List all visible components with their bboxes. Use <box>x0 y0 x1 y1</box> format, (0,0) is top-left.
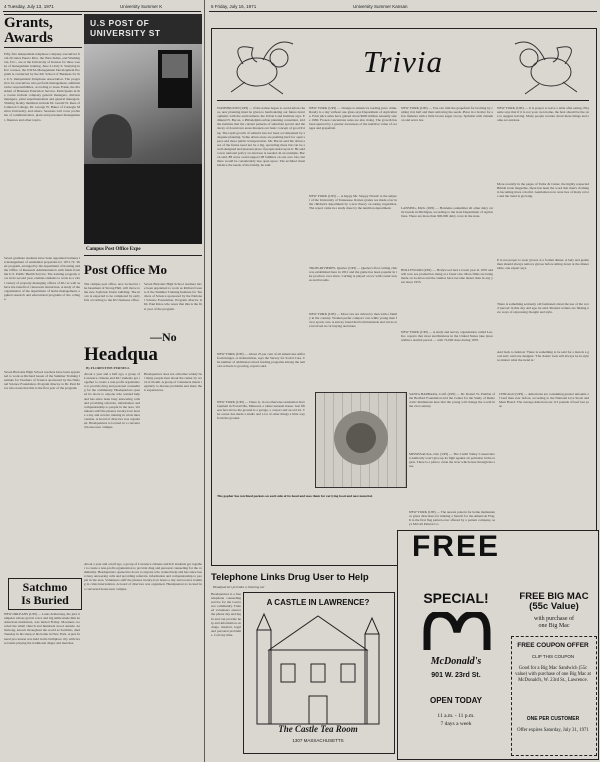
trivia-column-3: NEW YORK (UPI) — You can trim the grapefruit for broiling by cutting it in half and then removing the seeds. Place in a broiler for a few minutes with a little brown sugar on top. Sprinkle with cinnamon and serve hot. <box>401 106 493 123</box>
castle-ad-title: A CASTLE IN LAWRENCE? <box>266 598 370 607</box>
trivia-column-1: WASHINGTON (UPI) — If the nation hopes to avoid urban chaos, new planning must be given to harmonizing our future developments with the environment, the Urban Land Institute says. Edmund N. Bacon, a Philadelphia urban planning consultant, told the institute that the current patterns of suburban sprawl and the decay of downtown areas threaten our basic concept of good living. The rapid growth of suburbs has not been accompanied by adequate planning. Some urban areas are pushing hard for open space and more public transportation. Mr. Bacon said the urban area of the future need not be a big, sprawling mess but can be a well-designed and pleasant place if people insist upon it. He said a new national policy on land use is needed. In an example, Bacon said, 88 acres could support 98 families on one acre lots, but there would be considerably less open space. The architect must balance the needs of the family, he said. <box>217 106 305 168</box>
satchmo-headline: Satchmo Is Buried <box>8 578 82 610</box>
grants-body: Fifty-five independent telephone company executives from 20 states Puerto Rico, the West Indies, and Washington, D.C., are at the University of Kansas for three weeks of management training, June 21-July 9. Studying in KU courses, the USITA Management Development Program is conducted by the KU School of Business for the U.S. Independent Telephone Association. The program is for executives who perform management, administrative responsibilities, according to Jesse Frank, the President of Business Education Service. Participants in the course include company general managers, division managers, plant superintendents and general managers. Visiting faculty members include Dr. Gerald W. Rees of Cameron College, Dr. George W. Baker of Carnegie Mellon University, and others. Sessions will cover problems of communication, plant and personnel management, finances and other topics. <box>4 52 80 122</box>
cherub-illustration-left <box>223 34 309 96</box>
coupon-expiry: Offer expires Saturday, July 31, 1971 <box>517 728 589 733</box>
right-page-header: 6 Friday, July 16, 1971 <box>211 4 257 9</box>
not-headline-fragment: —No <box>150 330 177 344</box>
coupon-title: FREE COUPON OFFER <box>517 642 589 649</box>
post-office-sign: U.S POST OF UNIVERSITY ST <box>90 18 161 38</box>
trivia-column-1b: NEW YORK (UPI) — About 25 per cent of all Americans suffer from hunger, or malnutrition, says the Survey for Social Care. The number of additional school feeding programs among the nation's schools is growing, reports said. <box>217 352 305 369</box>
trivia-column-3d: NEW YORK (UPI) — A study and survey organization called Leo, Inc. reports that most sterilizations in the United States take place within a normal period — with 72,000 done during 1970. <box>401 330 493 343</box>
gopher-illustration <box>315 392 407 488</box>
byline: By FLORESTINE PURNELL <box>86 366 130 370</box>
post-office-body: The campus post office, now located in the basement of Strong Hall, will move to the new Jayhawk Union building. The move is expected to be completed by early fall, according to the KU business office. <box>84 282 140 303</box>
post-office-headline: Post Office Mo <box>84 262 168 277</box>
trivia-column-4c: It is not proper to wear gloves at a formal dinner. A lady and gentleman should always remove gloves before sitting down at the dinner table, one expert says. <box>497 258 589 271</box>
gopher-caption: The gopher has ten lined pockets on each side of its head and uses them for carrying food and nest material. <box>217 494 373 498</box>
castle-address: 1307 MASSACHUSETTS <box>292 738 344 743</box>
mcdonalds-hours: 11 a.m. - 11 p.m. 7 days a week <box>437 713 475 727</box>
telephone-headline: Telephone Links Drug User to Help <box>211 572 369 583</box>
grants-more-body: Seven graduate students have been appointed trainees in management of residential properties for 1971-72. Their program, arranged by the department of housing and the Office of Research Administration with funds from the U.S. Public Health Service. The training program, now in its second year, enables students to work as a vital variety of property-managing offices of KU as well as have the benefit of classroom instruction. A study of the organization of the department of home management, applied research and educational programs of the college. <box>4 256 80 301</box>
one-per-customer: ONE PER CUSTOMER <box>526 716 580 722</box>
post-office-body-2: Seven Bioloists High School teachers have been appointed to work as Richard Green of the Summer Training Institute for Teachers of Science sponsored by the National Science Foundation. Program director is Dr. Paul Kitos who notes that this is the first year of the program. <box>144 282 202 311</box>
trivia-column-3e: CHICAGO (UPI) — Americans are consuming greater amounts of beef than ever before, according to the National Live Stock and Meat Board. The average American ate 113 pounds of beef last year. <box>499 392 589 409</box>
photo-caption: Campus Post Office Expe <box>86 247 141 252</box>
trivia-column-2c: TROIS-RIVIERES, Quebec (UPI) — Quebec's first curling club was established here in 1812 and the game has been popular in the province ever since. Curling is played on ice with round stones and brooms. <box>309 266 397 283</box>
trivia-column-2g: NEW YORK (UPI) — The newest pattern for home maintenance gives directions for making a Stencil for the American Flag. It is the first flag pattern ever offered by a pattern company, says McCall Pattern Co. <box>409 510 495 527</box>
left-newspaper-page <box>0 0 204 762</box>
clip-coupon-text: CLIP THIS COUPON <box>531 654 575 659</box>
headquarters-body-2: Headquarters does not advertise widely but many people hear about the center by word of mouth. A group of volunteers meets regularly to discuss problems and share their experiences. <box>144 372 202 393</box>
cherub-illustration-right <box>501 34 587 96</box>
trivia-column-4b: More recently in the pages of Tailor & Cutter, the highly respected British trade magazine, there has been the word that men's clothing is becoming more colorful. Gentlemen now wear ties of many colors and the trend is growing. <box>497 182 589 199</box>
castle-illustration <box>251 610 385 728</box>
trivia-column-4e: And back to fashion: 'There is something to be said for a man in a good suit,' said one designer. 'The classic look will always be in style no matter what the trend is.' <box>497 350 589 363</box>
trivia-column-2b: NEW YORK (UPI) — A happy Mr. Sloppy Drastic is the subject of the University of Tennessee. Rotten grades are made over in the children's department by a new theory on eating vegetables. The report came in a study done by the nutrition department. <box>309 194 397 211</box>
trivia-column-3c: HOLLYWOOD (UPI) — Hollywood had a boom year in 1970 and will now see production rising at a faster rate. More films are being made on location and the studios have become busier than in any year since 1955. <box>401 268 493 285</box>
telephone-subhead: Headquarters provides a listening ear <box>213 585 265 589</box>
trivia-column-4d: There is something seriously old fashioned about the use of the word 'person' in this day and age, he said. Modern writers are finding new ways of expressing thought and style. <box>497 302 589 315</box>
grants-headline: Grants, Awards <box>4 14 82 48</box>
mcdonalds-name: McDonald's <box>430 656 482 667</box>
with-purchase-text: with purchase of one Big Mac <box>534 616 574 629</box>
headquarters-continued: About a year and a half ago, a group of Lawrence citizens and KU students got together to create a non-profit organization to provide drug and personal counseling for the community. Headquarters opened its doors to anyone who wanted help and has since been busy answering calls and providing referrals, information and companionship to people in the area. Volunteers staff the phones twenty-four hours a day and receive training in crisis intervention. A board of directors was organized. Headquarters is located in a converted house near campus. <box>84 562 202 591</box>
satchmo-body: NEW ORLEANS (UPI) — Louis Armstrong, the jazz trumpeter whose gravel voice and big smile made him an American institution, was buried Friday. Mourners crowded the small church and hundreds stood outside. Armstrong, known throughout the world as Satchmo, died Tuesday in his sleep at his home in New York. A jazz funeral procession was held in his birthplace city with brass bands playing the traditional dirges and marches. <box>4 612 80 645</box>
special-headline: SPECIAL! <box>423 590 489 606</box>
teachers-body: Seven Bioloists High School teachers have been appointed to work as Richard Green of the Summer Training Institute for Teachers of Science sponsored by the National Science Foundation. Program director is Dr. Paul Kitos who notes that this is the first year of the program. <box>4 370 80 391</box>
right-page-header-center: University Summer Kansan <box>353 4 408 9</box>
telephone-body: Headquarters is a free telephone counseling service for the Lawrence community. Trained volunteers answer the phone day and night and can provide help and information on drugs, medical, legal and personal problems. Call any time. <box>211 592 241 637</box>
trivia-column-4: NEW YORK (UPI) — It is proper to leave a table after eating. Etiquette says that if it is not your own home, the host should be the one to suggest leaving. Many people wonder about these things and some are anxious. <box>497 106 589 123</box>
golden-arches-logo <box>423 612 491 652</box>
left-page-header: 4 Tuesday, July 13, 1971 <box>4 4 54 9</box>
headquarters-body: About a year and a half ago, a group of Lawrence citizens and KU students got together to create a non-profit organization to provide drug and personal counseling for the community. Headquarters opened its doors to anyone who wanted help and has since been busy answering calls and providing referrals, information and companionship to people in the area. Volunteers staff the phones twenty-four hours a day and receive training in crisis intervention. A board of directors was organized. Headquarters is located in a converted house near campus. <box>84 372 140 430</box>
castle-tea-room-sign: The Castle Tea Room <box>278 724 358 734</box>
free-big-mac-offer: FREE BIG MAC (55c Value) <box>519 591 589 612</box>
open-today: OPEN TODAY <box>429 696 482 705</box>
trivia-column-2: NEW YORK (UPI) — Orange is America's leading juice drink. Rarely is a day without one glass says Department of Agriculture. Fruit juice sales have gained about $600 million annually since 1960. Frozen concentrate sales are also rising. The growth has been spurred by a greater awareness of the nutritive value of oranges and grapefruit. <box>309 106 397 131</box>
trivia-title: Trivia <box>362 44 444 79</box>
left-page-header-right: University Summer K <box>120 4 163 9</box>
coupon-body: Good for a Big Mac Sandwich (55c value) with purchase of one Big Mac at McDonald's, W. 23rd St., Lawrence. <box>515 666 591 684</box>
post-office-photo <box>84 14 202 244</box>
trivia-column-1c: NEW YORK (UPI) — There is, in an otherwise residential development in Forestville, Missouri, a rather unusual house. Just fifteen feet above the ground is a garage, a carport and an old lot. The owner has made a studio and a lot of other things a little way from the ground. <box>217 400 305 421</box>
trivia-column-2f: MISSISSAUGA, Ont. (UPI) — The Credit Valley Conservation Authority won't give up its fight against air pollution in the region. There is a plan to clean the river which runs through the area. <box>409 452 495 469</box>
free-headline: FREE <box>411 530 500 563</box>
mcdonalds-address: 901 W. 23rd St. <box>431 672 481 679</box>
trivia-column-2e: SANTA BARBARA, Calif. (UPI) — Dr. Robert W. Prebble of the Bedford Foundation told the Center for the Study of Democratic Institutions here that the young will change the world in the 21st century. <box>409 392 495 409</box>
trivia-column-2d: NEW YORK (UPI) — Most cars are driven by men with a family in the country. Women prefer compact cars while young men favor sports cars. A survey found that both husbands and wives are involved in car buying decisions. <box>309 312 397 329</box>
headquarters-headline: Headqua <box>84 344 158 365</box>
right-newspaper-page <box>205 0 600 762</box>
trivia-column-3b: LANSING, Mich. (UPI) — Holsteins outnumber all other dairy cattle breeds in Michigan, according to the state Department of Agriculture. There are more than 900,000 dairy cows in the state. <box>401 206 493 219</box>
